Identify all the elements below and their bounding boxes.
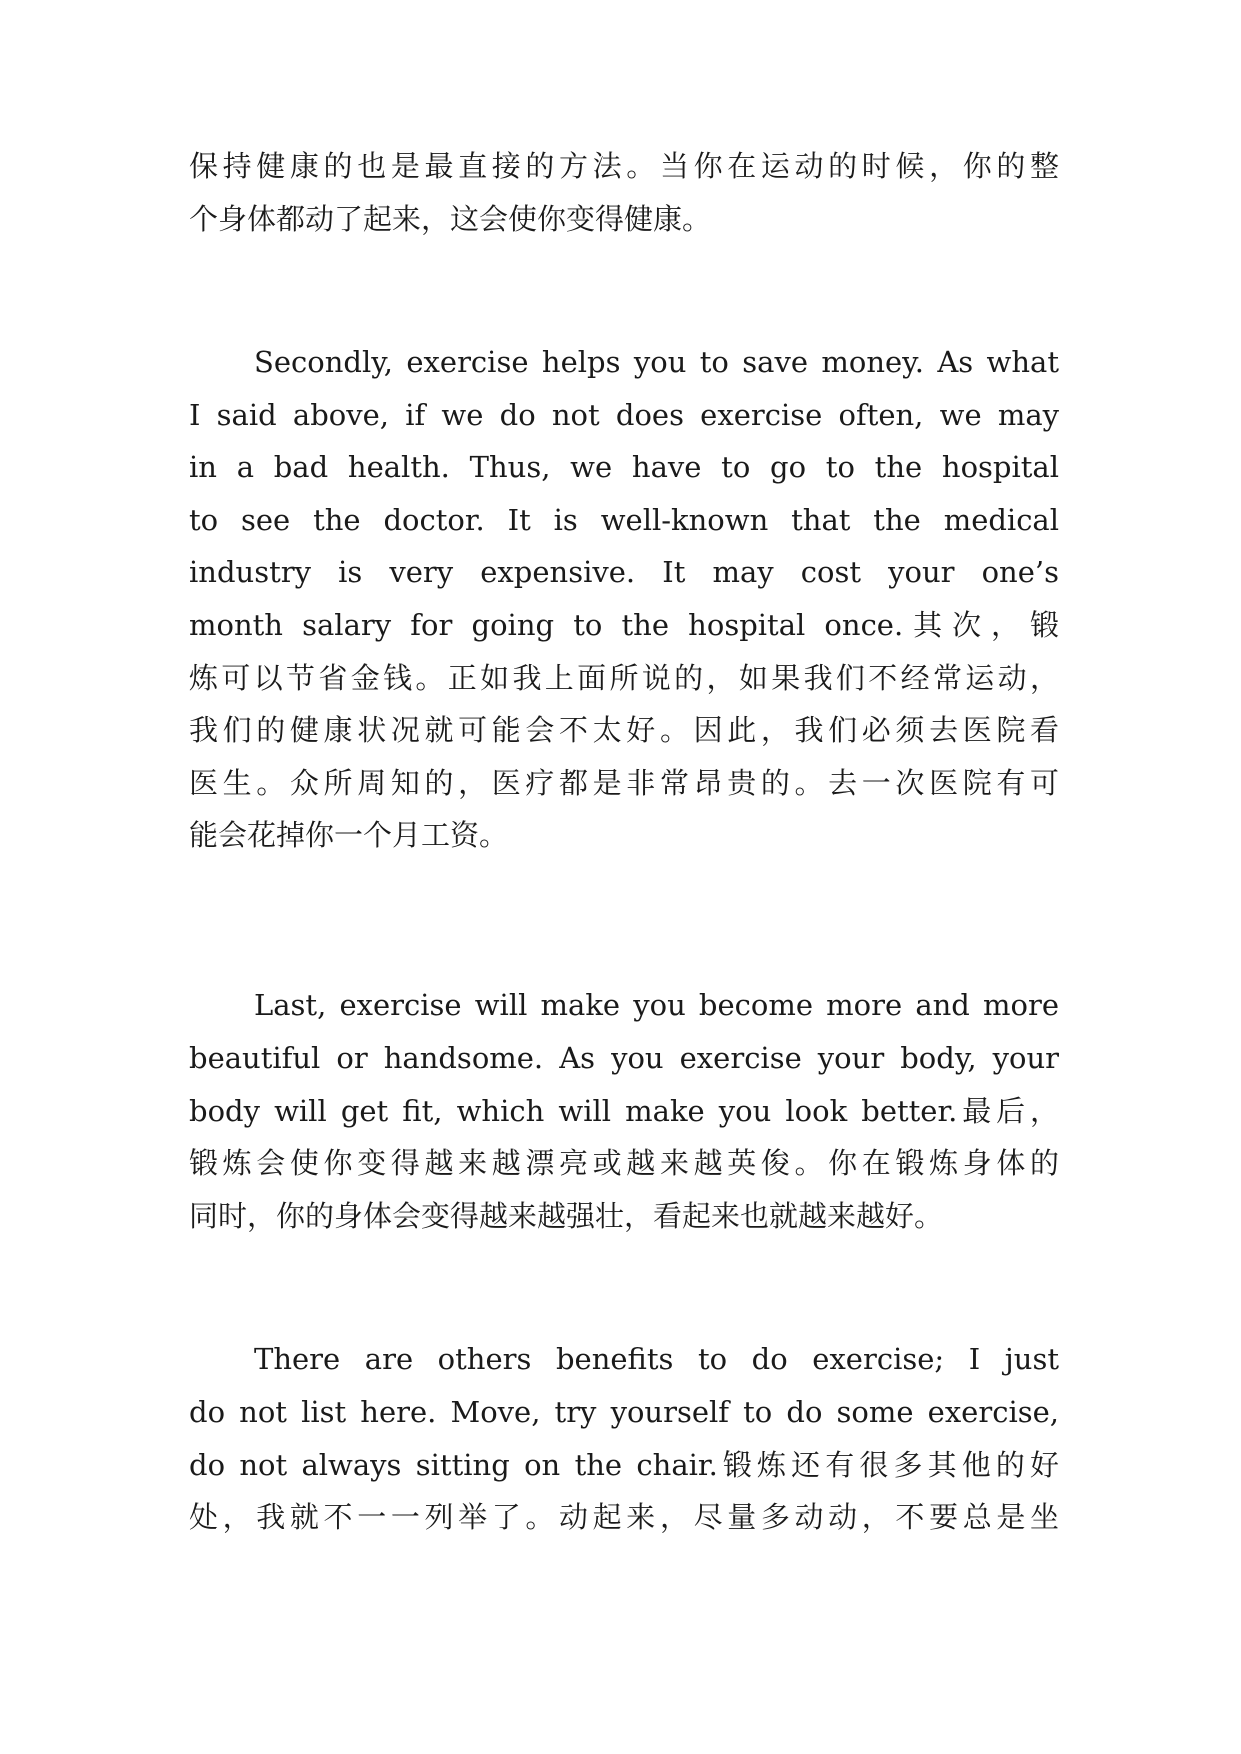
- paragraph-2-line-5: industry is very expensive. It may cost your one’s: [189, 555, 1059, 589]
- paragraph-2-line-7: 炼可以节省金钱。正如我上面所说的，如果我们不经常运动，: [189, 661, 1059, 695]
- paragraph-3-line-2: beautiful or handsome. As you exercise your body, your: [189, 1041, 1059, 1075]
- paragraph-2-line-6: month salary for going to the hospital once.其次，锻: [189, 608, 1059, 642]
- paragraph-4-line-4: 处，我就不一一列举了。动起来，尽量多动动，不要总是坐: [189, 1500, 1059, 1534]
- paragraph-3-line-1: Last, exercise will make you become more and more: [254, 988, 1059, 1022]
- paragraph-4-line-2: do not list here. Move, try yourself to do some exercise,: [189, 1395, 1059, 1429]
- paragraph-2-line-10: 能会花掉你一个月工资。: [189, 818, 509, 852]
- paragraph-4-line-1: There are others benefits to do exercise; I just: [254, 1342, 1059, 1376]
- paragraph-2-line-4: to see the doctor. It is well-known that the medical: [189, 503, 1059, 537]
- paragraph-2-line-8: 我们的健康状况就可能会不太好。因此，我们必须去医院看: [189, 713, 1059, 747]
- paragraph-3-line-4: 锻炼会使你变得越来越漂亮或越来越英俊。你在锻炼身体的: [189, 1146, 1059, 1180]
- paragraph-2-line-3: in a bad health. Thus, we have to go to the hospital: [189, 450, 1059, 484]
- paragraph-3-line-5: 同时，你的身体会变得越来越强壮，看起来也就越来越好。: [189, 1199, 944, 1233]
- paragraph-1-line-1: 保持健康的也是最直接的方法。当你在运动的时候，你的整: [189, 149, 1059, 183]
- paragraph-4-line-3: do not always sitting on the chair.锻炼还有很多其他的好: [189, 1448, 1059, 1482]
- paragraph-2-line-2: I said above, if we do not does exercise often, we may: [189, 398, 1059, 432]
- paragraph-3-line-3: body will get fit, which will make you look better.最后，: [189, 1094, 1059, 1128]
- paragraph-1-line-2: 个身体都动了起来，这会使你变得健康。: [189, 202, 712, 236]
- paragraph-2-line-9: 医生。众所周知的，医疗都是非常昂贵的。去一次医院有可: [189, 766, 1059, 800]
- paragraph-2-line-1: Secondly, exercise helps you to save money. As what: [254, 345, 1059, 379]
